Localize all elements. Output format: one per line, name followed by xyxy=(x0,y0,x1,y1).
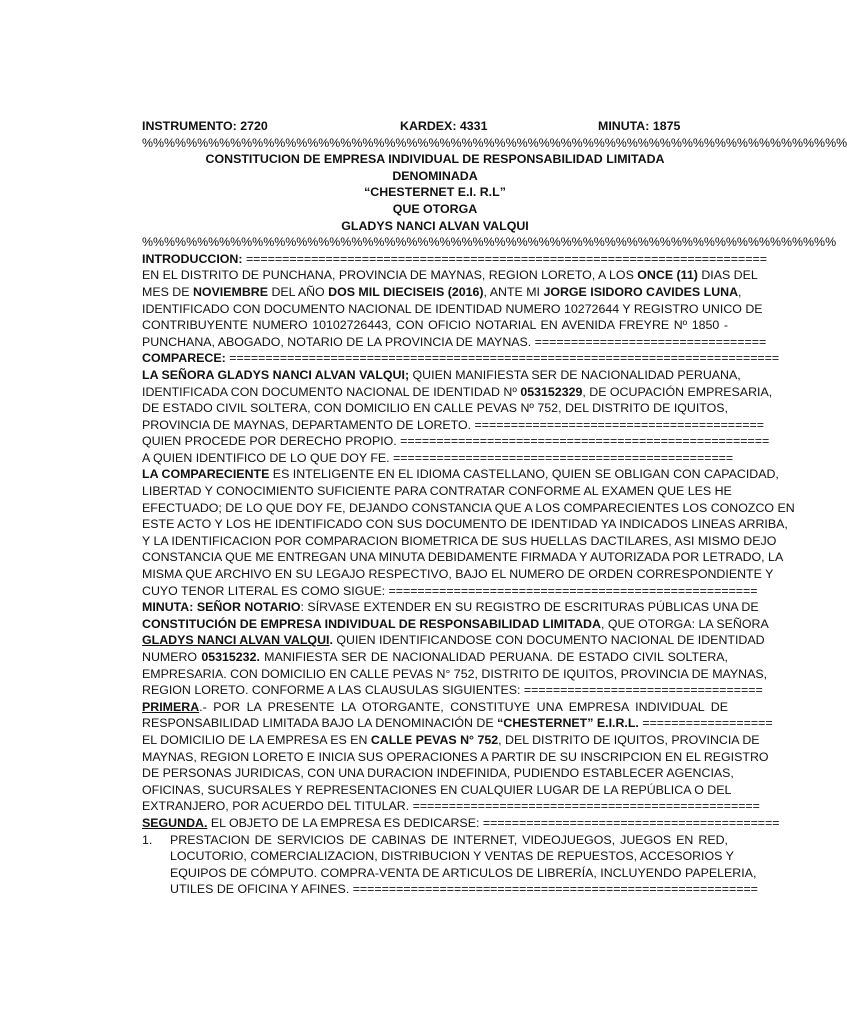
title-line: DENOMINADA xyxy=(392,168,478,183)
text: EL DOMICILIO DE LA EMPRESA ES EN xyxy=(142,732,371,747)
bold-text: CONSTITUCIÓN DE EMPRESA INDIVIDUAL DE RESPONSABILIDAD LIMITADA xyxy=(142,616,601,631)
paragraph-line xyxy=(142,632,765,649)
paragraph-line: CUYO TENOR LITERAL ES COMO SIGUE: =================================================== xyxy=(142,583,758,598)
text: : SÍRVASE EXTENDER EN SU REGISTRO DE ESCRITURAS PÚBLICAS UNA DE xyxy=(300,600,759,615)
text: ES INTELIGENTE EN EL IDIOMA CASTELLANO, QUIEN SE OBLIGAN CON CAPACIDAD, xyxy=(269,467,779,482)
paragraph-line: EXTRANJERO, POR ACUERDO DEL TITULAR. ================================================ xyxy=(142,799,760,814)
paragraph-line: PUNCHANA, ABOGADO, NOTARIO DE LA PROVINCIA DE MAYNAS. ================================ xyxy=(142,334,767,349)
title-line: QUE OTORGA xyxy=(392,201,478,216)
paragraph-line: EMPRESARIA. CON DOMICILIO EN CALLE PEVAS N° 752, DISTRITO DE IQUITOS, PROVINCIA DE MAYNAS, xyxy=(142,666,768,681)
text: , DEL DISTRITO DE IQUITOS, PROVINCIA DE xyxy=(498,732,760,747)
company-name: “CHESTERNET E.I. R.L” xyxy=(364,185,506,200)
text: ================== xyxy=(638,716,773,731)
intro-label: INTRODUCCION: xyxy=(142,251,243,266)
fill-line: ======================================================================== xyxy=(242,251,767,266)
grantor-name: GLADYS NANCI ALVAN VALQUI xyxy=(341,218,529,233)
paragraph-line: MAYNAS, REGION LORETO E INICIA SUS OPERACIONES A PARTIR DE SU INSCRIPCION EN EL REGISTRO xyxy=(142,749,769,764)
paragraph-line: EQUIPOS DE CÓMPUTO. COMPRA-VENTA DE ARTICULOS DE LIBRERÍA, INCLUYENDO PAPELERIA, xyxy=(170,865,757,880)
notarial-document xyxy=(142,118,847,898)
paragraph-line: Y LA IDENTIFICACION POR COMPARACION BIOMETRICA DE SUS HUELLAS DACTILARES, ASI MISMO DEJO xyxy=(142,533,777,548)
list-number: 1. xyxy=(142,832,153,847)
title-line: CONSTITUCION DE EMPRESA INDIVIDUAL DE RESPONSABILIDAD LIMITADA xyxy=(205,152,665,167)
text: , xyxy=(738,284,742,299)
bold-text: MINUTA: SEÑOR NOTARIO xyxy=(142,600,301,615)
paragraph-line: PRESTACION DE SERVICIOS DE CABINAS DE INTERNET, VIDEOJUEGOS, JUEGOS EN RED, xyxy=(170,832,728,847)
bold-text: CALLE PEVAS N° 752 xyxy=(370,732,499,747)
comparece-heading xyxy=(142,350,780,367)
paragraph-line xyxy=(142,815,780,832)
text: MANIFIESTA SER DE NACIONALIDAD PERUANA. DE ESTADO CIVIL SOLTERA, xyxy=(259,650,729,664)
grantor-name-underlined: GLADYS NANCI ALVAN VALQUI xyxy=(142,633,330,648)
separator-line: %%%%%%%%%%%%%%%%%%%%%%%%%%%%%%%%%%%%%%%%%%%%%%%%%%%%%%%%%%%%%%%% xyxy=(142,135,847,150)
bold-text: ONCE (11) xyxy=(637,268,698,283)
paragraph-line xyxy=(142,616,769,633)
text: RESPONSABILIDAD LIMITADA BAJO LA DENOMINACIÓN DE xyxy=(142,716,498,731)
paragraph-line: CONSTANCIA QUE ME ENTREGAN UNA MINUTA DEBIDAMENTE FIRMADA Y AUTORIZADA POR LETRADO, LA xyxy=(142,550,784,565)
paragraph-line: PROVINCIA DE MAYNAS, DEPARTAMENTO DE LORETO. ======================================== xyxy=(142,417,764,432)
bold-text: DOS MIL DIECISEIS (2016) xyxy=(328,284,484,299)
paragraph-line xyxy=(142,367,741,384)
paragraph-line: A QUIEN IDENTIFICO DE LO QUE DOY FE. =============================================== xyxy=(142,450,734,465)
paragraph-line: DE PERSONAS JURIDICAS, CON UNA DURACION INDEFINIDA, PUDIENDO ESTABLECER AGENCIAS, xyxy=(142,766,734,781)
bold-text: NOVIEMBRE xyxy=(192,284,268,299)
paragraph-line xyxy=(142,267,758,284)
clause-label: PRIMERA xyxy=(142,699,200,714)
paragraph-line: QUIEN PROCEDE POR DERECHO PROPIO. =================================================== xyxy=(142,434,770,449)
paragraph-line xyxy=(142,466,779,483)
bold-text: 053152329 xyxy=(520,384,583,399)
text: NUMERO xyxy=(142,650,202,664)
fill-line: ============================================================================ xyxy=(225,351,780,366)
paragraph-line xyxy=(142,384,773,401)
document-header xyxy=(142,118,728,135)
separator-line: %%%%%%%%%%%%%%%%%%%%%%%%%%%%%%%%%%%%%%%%%%%%%%%%%%%%%%%%%%%%%%% xyxy=(142,235,837,250)
paragraph-line xyxy=(142,284,742,301)
paragraph-line xyxy=(142,699,728,716)
text: .- POR LA PRESENTE LA OTORGANTE, CONSTITUYE UNA EMPRESA INDIVIDUAL DE xyxy=(199,699,728,714)
instrumento-number: INSTRUMENTO: 2720 xyxy=(142,119,268,133)
paragraph-line: LIBERTAD Y CONOCIMIENTO SUFICIENTE PARA CONTRATAR CONFORME AL EXAMEN QUE LES HE xyxy=(142,484,732,499)
company-name-inline: “CHESTERNET” E.I.R.L. xyxy=(497,716,639,731)
text: IDENTIFICADA CON DOCUMENTO NACIONAL DE IDENTIDAD Nº xyxy=(142,384,521,399)
kardex-number: KARDEX: 4331 xyxy=(400,119,488,133)
bold-text: 05315232. xyxy=(201,650,260,664)
bold-text: LA SEÑORA GLADYS NANCI ALVAN VALQUI; xyxy=(142,367,410,382)
clause-label: SEGUNDA. xyxy=(142,815,208,830)
paragraph-line: CONTRIBUYENTE NUMERO 10102726443, CON OFICIO NOTARIAL EN AVENIDA FREYRE Nº 1850 - xyxy=(142,318,728,333)
text: , ANTE MI xyxy=(483,284,544,299)
paragraph-line: EFECTUADO; DE LO QUE DOY FE, DEJANDO CONSTANCIA QUE A LOS COMPARECIENTES LOS CONOZCO EN xyxy=(142,500,795,515)
text: EL OBJETO DE LA EMPRESA ES DEDICARSE: ========================================= xyxy=(207,815,780,830)
bold-text: . xyxy=(329,633,333,648)
text: QUIEN MANIFIESTA SER DE NACIONALIDAD PERUANA, xyxy=(409,367,741,382)
paragraph-line: REGION LORETO. CONFORME A LAS CLAUSULAS SIGUIENTES: ================================= xyxy=(142,683,763,698)
text: , QUE OTORGA: LA SEÑORA xyxy=(600,616,769,631)
text: , DE OCUPACIÓN EMPRESARIA, xyxy=(582,384,773,399)
text: DIAS DEL xyxy=(697,268,758,283)
paragraph-line: MISMA QUE ARCHIVO EN SU LEGAJO RESPECTIVO, BAJO EL NUMERO DE ORDEN CORRESPONDIENTE Y xyxy=(142,567,774,582)
intro-heading xyxy=(142,251,767,268)
bold-text: LA COMPARECIENTE xyxy=(142,467,270,482)
minuta-number: MINUTA: 1875 xyxy=(598,119,681,133)
text: MES DE xyxy=(142,284,193,299)
paragraph-line: ESTE ACTO Y LOS HE IDENTIFICADO CON SUS DOCUMENTO DE IDENTIDAD YA INDICADOS LINEAS ARRIBA, xyxy=(142,517,788,532)
paragraph-line xyxy=(142,715,773,732)
text: QUIEN IDENTIFICANDOSE CON DOCUMENTO NACIONAL DE IDENTIDAD xyxy=(332,633,765,648)
paragraph-line: OFICINAS, SUCURSALES Y REPRESENTACIONES EN CUALQUIER LUGAR DE LA REPÚBLICA O DEL xyxy=(142,782,732,797)
notary-name: JORGE ISIDORO CAVIDES LUNA xyxy=(543,284,739,299)
comparece-label: COMPARECE: xyxy=(142,351,226,366)
paragraph-line xyxy=(142,732,760,749)
paragraph-line xyxy=(142,599,759,616)
paragraph-line: DE ESTADO CIVIL SOLTERA, CON DOMICILIO EN CALLE PEVAS Nº 752, DEL DISTRITO DE IQUITOS, xyxy=(142,401,728,416)
paragraph-line: IDENTIFICADO CON DOCUMENTO NACIONAL DE IDENTIDAD NUMERO 10272644 Y REGISTRO UNICO DE xyxy=(142,301,763,316)
text: EN EL DISTRITO DE PUNCHANA, PROVINCIA DE MAYNAS, REGION LORETO, A LOS xyxy=(142,268,638,283)
paragraph-line: UTILES DE OFICINA Y AFINES. ======================================================== xyxy=(170,882,758,897)
paragraph-line: LOCUTORIO, COMERCIALIZACION, DISTRIBUCION Y VENTAS DE REPUESTOS, ACCESORIOS Y xyxy=(170,849,734,864)
text: DEL AÑO xyxy=(268,284,329,299)
paragraph-line xyxy=(142,649,728,666)
list-item xyxy=(142,832,758,898)
